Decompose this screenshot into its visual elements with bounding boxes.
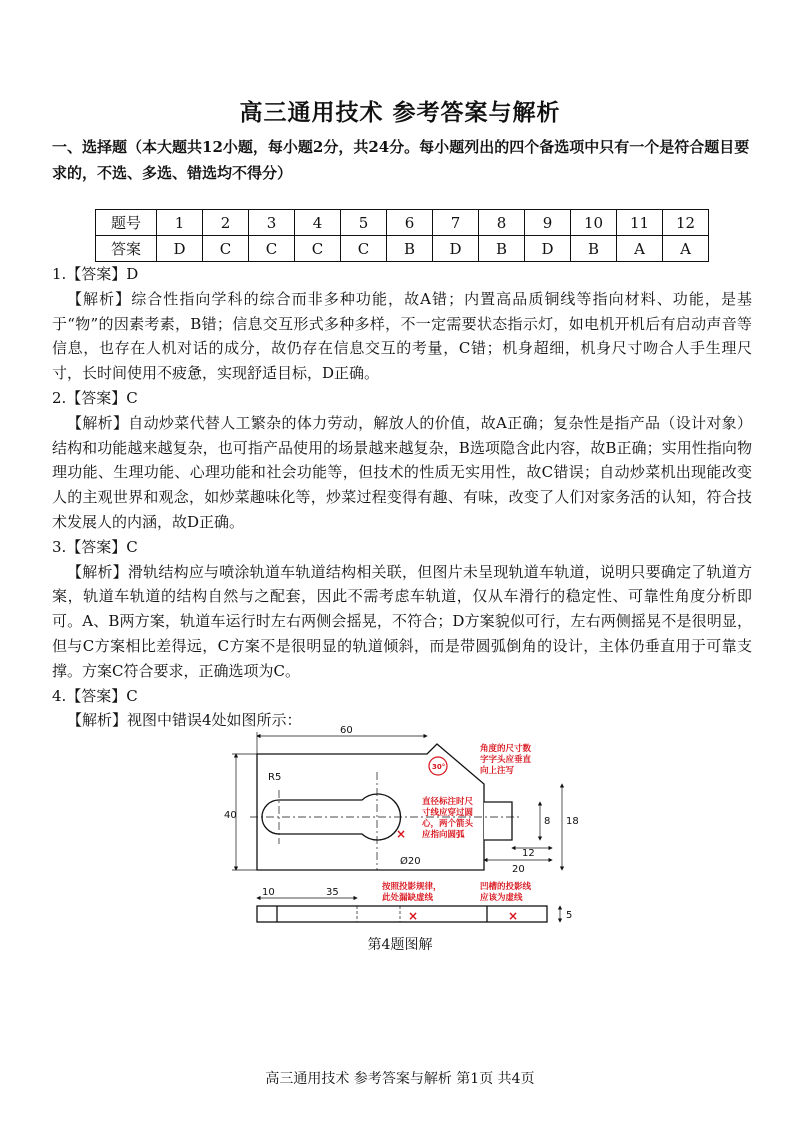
- question-number: 4: [295, 210, 341, 236]
- dim-10: 10: [262, 887, 275, 898]
- answer-cell: B: [479, 236, 525, 262]
- dim-8: 8: [544, 816, 551, 827]
- dim-r5: R5: [268, 772, 282, 783]
- answer-row: [96, 236, 709, 262]
- q4-analysis: 【解析】视图中错误4处如图所示：: [67, 711, 302, 730]
- answer-cell: C: [203, 236, 249, 262]
- top-view: [257, 906, 547, 922]
- q3-analysis: 【解析】滑轨结构应与喷涂轨道车轨道结构相关联，但图片未呈现轨道车轨道，说明只要确定了轨道方案，轨道车轨道的结构自然与之配套，因此不需考虑车轨道，仅从车滑行的稳定性、可靠性角度分析即可。A、B两方案，轨道车运行时左右两侧会摇晃，不符合；D方案貌似可行，左右两侧摇晃不是很明显，但与C方案相比差得远，C方案不是很明显的轨道倾斜，而是带圆弧倒角的设计，主体仍垂直用于可靠支撑。方案C符合要求，正确选项为C。: [52, 562, 752, 680]
- note4-line2: 应该为虚线: [480, 893, 523, 903]
- part-outline: [257, 744, 484, 870]
- page-title: 高三通用技术 参考答案与解析: [239, 99, 561, 126]
- answer-cell: A: [617, 236, 663, 262]
- q3-answer: 3.【答案】C: [52, 537, 138, 556]
- question-number-row: [96, 210, 709, 236]
- note3-line1: 按照投影规律，: [382, 882, 442, 892]
- answer-cell: D: [433, 236, 479, 262]
- answer-cell: D: [157, 236, 203, 262]
- question-number: 9: [525, 210, 571, 236]
- answer-cell: C: [341, 236, 387, 262]
- question-number: 6: [387, 210, 433, 236]
- question-number: 7: [433, 210, 479, 236]
- answer-cell: C: [295, 236, 341, 262]
- question-number: 11: [617, 210, 663, 236]
- angle-label: 30°: [432, 763, 446, 771]
- note2-line2: 寸线应穿过圆: [422, 808, 474, 818]
- page-footer: 高三通用技术 参考答案与解析 第1页 共4页: [265, 1071, 535, 1087]
- error-mark: ×: [408, 909, 419, 923]
- q4-figure: [222, 722, 582, 932]
- dim-12: 12: [522, 848, 535, 859]
- question-number: 2: [203, 210, 249, 236]
- q2-analysis: 【解析】自动炒菜代替人工繁杂的体力劳动，解放人的价值，故A正确；复杂性是指产品（设计对象）结构和功能越来越复杂，也可指产品使用的场景越来越复杂，B选项隐含此内容，故B正确；实用性指向物理功能、生理功能、心理功能和社会功能等，但技术的性质无实用性，故C错误；自动炒菜机出现能改变人的主观世界和观念，如炒菜趣味化等，炒菜过程变得有趣、有味，改变了人们对家务活的认知，符合技术发展人的内涵，故D正确。: [52, 413, 752, 531]
- dim-60: 60: [340, 725, 353, 736]
- dim-35: 35: [326, 887, 339, 898]
- section-heading: 一、选择题（本大题共12小题，每小题2分，共24分。每小题列出的四个备选项中只有一个是符合题目要求的，不选、多选、错选均不得分）: [52, 138, 750, 182]
- answer-cell: A: [663, 236, 709, 262]
- error-mark: ×: [508, 909, 519, 923]
- note1-line1: 角度的尺寸数: [480, 744, 532, 754]
- answer-cell: C: [249, 236, 295, 262]
- q1-answer: 1.【答案】D: [52, 265, 139, 283]
- answer-cell: B: [571, 236, 617, 262]
- note1-line3: 向上注写: [480, 766, 515, 776]
- note4-line1: 凹槽的投影线: [480, 882, 532, 892]
- dim-5: 5: [566, 910, 573, 921]
- question-number: 5: [341, 210, 387, 236]
- question-number: 8: [479, 210, 525, 236]
- figure-caption: 第4题图解: [367, 937, 433, 953]
- question-number: 3: [249, 210, 295, 236]
- question-number: 1: [157, 210, 203, 236]
- q1-analysis: 【解析】综合性指向学科的综合而非多种功能，故A错；内置高品质铜线等指向材料、功能，是基于“物”的因素考素，B错；信息交互形式多种多样，不一定需要状态指示灯，如电机开机后有启动声音等信息，也存在人机对话的成分，故仍存在信息交互的考量，C错；机身超细，机身尺寸吻合人手生理尺寸，长时间使用不疲惫，实现舒适目标，D正确。: [52, 289, 752, 383]
- question-number: 12: [663, 210, 709, 236]
- q4-answer: 4.【答案】C: [52, 686, 138, 705]
- row-label-answer: 答案: [96, 236, 157, 262]
- note2-line4: 应指向圆弧: [422, 830, 465, 840]
- explanations: [52, 262, 752, 733]
- answer-cell: B: [387, 236, 433, 262]
- row-label-number: 题号: [96, 210, 157, 236]
- note2-line3: 心，两个箭头: [422, 819, 474, 829]
- dim-20: 20: [512, 864, 525, 875]
- dim-18: 18: [566, 816, 579, 827]
- dim-d20: Ø20: [400, 856, 421, 867]
- answer-cell: D: [525, 236, 571, 262]
- error-mark: ×: [396, 827, 407, 841]
- q2-answer: 2.【答案】C: [52, 388, 138, 407]
- dim-40: 40: [224, 810, 237, 821]
- question-number: 10: [571, 210, 617, 236]
- note1-line2: 字字头应垂直: [480, 755, 532, 765]
- note3-line2: 此处漏缺虚线: [382, 893, 434, 903]
- note2-line1: 直径标注时尺: [422, 797, 474, 807]
- notch: [484, 802, 512, 840]
- answer-table: [95, 209, 709, 262]
